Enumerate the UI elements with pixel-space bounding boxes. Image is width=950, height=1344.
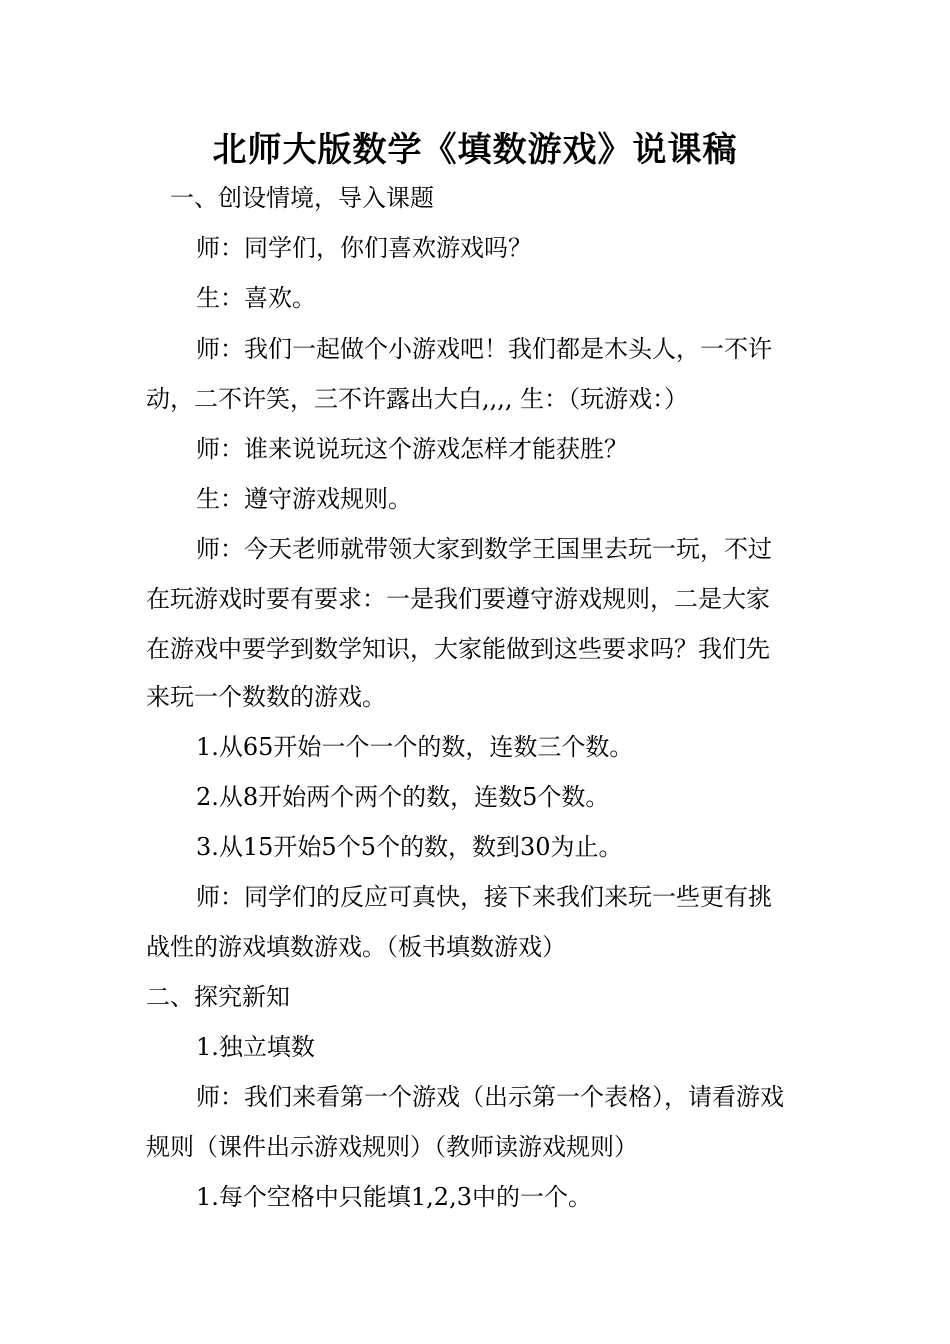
list-item: 2.从8开始两个两个的数，连数5个数。	[196, 783, 610, 811]
paragraph-line: 师：我们一起做个小游戏吧！我们都是木头人，一不许	[196, 335, 772, 363]
document-title: 北师大版数学《填数游戏》说课稿	[212, 130, 738, 170]
section-heading-2: 二、探究新知	[146, 983, 290, 1011]
list-item: 1.从65开始一个一个的数，连数三个数。	[196, 733, 634, 761]
list-item: 1.每个空格中只能填1,2,3中的一个。	[196, 1183, 592, 1211]
section-heading-1: 一、创设情境，导入课题	[170, 184, 434, 212]
list-item: 3.从15开始5个5个的数，数到30为止。	[196, 833, 623, 861]
paragraph-line: 规则（课件出示游戏规则）（教师读游戏规则）	[146, 1133, 638, 1161]
paragraph-line: 来玩一个数数的游戏。	[146, 683, 386, 711]
paragraph-line: 师：谁来说说玩这个游戏怎样才能获胜？	[196, 435, 628, 463]
paragraph-line: 师：同学们的反应可真快，接下来我们来玩一些更有挑	[196, 883, 772, 911]
paragraph-line: 生：喜欢。	[196, 284, 316, 312]
paragraph-line: 动，二不许笑，三不许露出大白,,,, 生：（玩游戏：）	[146, 385, 689, 413]
subsection-heading: 1.独立填数	[196, 1033, 315, 1061]
paragraph-line: 在游戏中要学到数学知识，大家能做到这些要求吗？我们先	[146, 635, 770, 663]
paragraph-line: 师：今天老师就带领大家到数学王国里去玩一玩，不过	[196, 535, 772, 563]
paragraph-line: 师：同学们，你们喜欢游戏吗？	[196, 234, 532, 262]
paragraph-line: 在玩游戏时要有要求：一是我们要遵守游戏规则，二是大家	[146, 585, 770, 613]
paragraph-line: 生：遵守游戏规则。	[196, 485, 412, 513]
paragraph-line: 战性的游戏填数游戏。（板书填数游戏）	[146, 933, 566, 961]
paragraph-line: 师：我们来看第一个游戏（出示第一个表格），请看游戏	[196, 1083, 784, 1111]
